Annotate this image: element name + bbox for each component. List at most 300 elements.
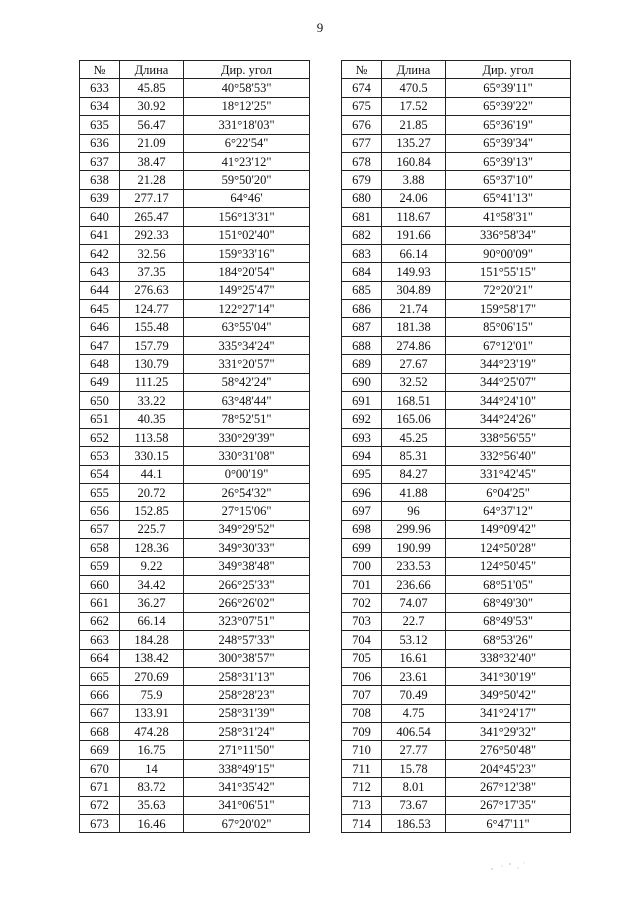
cell-number: 641: [80, 226, 120, 244]
table-row: [80, 97, 310, 115]
cell-number: 699: [342, 539, 382, 557]
cell-direction-angle: 124°50'28": [446, 539, 571, 557]
cell-length: 3.88: [382, 171, 446, 189]
cell-direction-angle: 78°52'51": [184, 410, 310, 428]
cell-length: 56.47: [120, 116, 184, 134]
cell-length: 75.9: [120, 686, 184, 704]
cell-length: 41.88: [382, 483, 446, 501]
cell-number: 659: [80, 557, 120, 575]
table-row: [342, 447, 571, 465]
cell-direction-angle: 151°02'40": [184, 226, 310, 244]
cell-direction-angle: 335°34'24": [184, 336, 310, 354]
table-row: [342, 557, 571, 575]
cell-number: 655: [80, 483, 120, 501]
cell-direction-angle: 65°39'22": [446, 97, 571, 115]
cell-length: 30.92: [120, 97, 184, 115]
cell-length: 186.53: [382, 815, 446, 833]
table-row: [80, 539, 310, 557]
cell-number: 671: [80, 778, 120, 796]
cell-direction-angle: 27°15'06": [184, 502, 310, 520]
cell-length: 27.77: [382, 741, 446, 759]
cell-direction-angle: 271°11'50": [184, 741, 310, 759]
cell-direction-angle: 124°50'45": [446, 557, 571, 575]
cell-number: 680: [342, 189, 382, 207]
cell-number: 682: [342, 226, 382, 244]
table-row: [342, 116, 571, 134]
table-row: [342, 594, 571, 612]
cell-direction-angle: 341°29'32": [446, 723, 571, 741]
table-row: [342, 465, 571, 483]
cell-length: 184.28: [120, 631, 184, 649]
table-row: [80, 171, 310, 189]
cell-length: 22.7: [382, 612, 446, 630]
cell-direction-angle: 341°24'17": [446, 704, 571, 722]
cell-length: 304.89: [382, 281, 446, 299]
table-row: [80, 355, 310, 373]
table-row: [342, 631, 571, 649]
cell-number: 666: [80, 686, 120, 704]
cell-length: 138.42: [120, 649, 184, 667]
page-number: 9: [316, 20, 324, 35]
cell-length: 330.15: [120, 447, 184, 465]
cell-number: 675: [342, 97, 382, 115]
cell-length: 45.25: [382, 428, 446, 446]
cell-length: 27.67: [382, 355, 446, 373]
cell-length: 4.75: [382, 704, 446, 722]
table-row: [342, 79, 571, 97]
cell-number: 658: [80, 539, 120, 557]
table-row: [342, 373, 571, 391]
cell-length: 181.38: [382, 318, 446, 336]
cell-number: 692: [342, 410, 382, 428]
cell-length: 45.85: [120, 79, 184, 97]
cell-length: 118.67: [382, 208, 446, 226]
cell-length: 274.86: [382, 336, 446, 354]
cell-length: 270.69: [120, 667, 184, 685]
cell-direction-angle: 67°12'01": [446, 336, 571, 354]
cell-direction-angle: 64°37'12": [446, 502, 571, 520]
table-row: [342, 97, 571, 115]
cell-number: 635: [80, 116, 120, 134]
cell-length: 33.22: [120, 392, 184, 410]
cell-number: 696: [342, 483, 382, 501]
header-length: Длина: [382, 61, 446, 79]
table-row: [80, 520, 310, 538]
table-row: [342, 392, 571, 410]
cell-length: 24.06: [382, 189, 446, 207]
cell-length: 155.48: [120, 318, 184, 336]
cell-direction-angle: 149°09'42": [446, 520, 571, 538]
cell-length: 8.01: [382, 778, 446, 796]
cell-number: 648: [80, 355, 120, 373]
cell-number: 690: [342, 373, 382, 391]
coordinates-table-left: [79, 60, 310, 833]
cell-direction-angle: 349°38'48": [184, 557, 310, 575]
cell-number: 685: [342, 281, 382, 299]
cell-number: 704: [342, 631, 382, 649]
cell-direction-angle: 341°06'51": [184, 796, 310, 814]
cell-number: 654: [80, 465, 120, 483]
table-row: [80, 134, 310, 152]
cell-number: 639: [80, 189, 120, 207]
cell-direction-angle: 258°31'39": [184, 704, 310, 722]
cell-direction-angle: 156°13'31": [184, 208, 310, 226]
table-row: [342, 134, 571, 152]
cell-direction-angle: 65°37'10": [446, 171, 571, 189]
cell-direction-angle: 18°12'25": [184, 97, 310, 115]
cell-direction-angle: 65°36'19": [446, 116, 571, 134]
table-row: [80, 686, 310, 704]
cell-number: 670: [80, 759, 120, 777]
cell-direction-angle: 63°55'04": [184, 318, 310, 336]
cell-length: 21.85: [382, 116, 446, 134]
cell-direction-angle: 151°55'15": [446, 263, 571, 281]
table-row: [80, 428, 310, 446]
cell-length: 14: [120, 759, 184, 777]
cell-number: 649: [80, 373, 120, 391]
cell-length: 70.49: [382, 686, 446, 704]
cell-length: 66.14: [382, 244, 446, 262]
cell-number: 711: [342, 759, 382, 777]
table-row: [342, 244, 571, 262]
cell-number: 705: [342, 649, 382, 667]
cell-length: 85.31: [382, 447, 446, 465]
cell-direction-angle: 332°56'40": [446, 447, 571, 465]
cell-length: 191.66: [382, 226, 446, 244]
cell-length: 44.1: [120, 465, 184, 483]
cell-length: 236.66: [382, 575, 446, 593]
cell-length: 157.79: [120, 336, 184, 354]
table-row: [342, 667, 571, 685]
table-row: [80, 208, 310, 226]
cell-length: 16.61: [382, 649, 446, 667]
table-row: [80, 447, 310, 465]
cell-length: 15.78: [382, 759, 446, 777]
cell-direction-angle: 338°32'40": [446, 649, 571, 667]
cell-direction-angle: 6°22'54": [184, 134, 310, 152]
cell-length: 16.75: [120, 741, 184, 759]
cell-length: 128.36: [120, 539, 184, 557]
table-row: [80, 483, 310, 501]
cell-length: 34.42: [120, 575, 184, 593]
cell-length: 277.17: [120, 189, 184, 207]
cell-number: 701: [342, 575, 382, 593]
cell-number: 657: [80, 520, 120, 538]
cell-number: 665: [80, 667, 120, 685]
cell-direction-angle: 40°58'53": [184, 79, 310, 97]
cell-direction-angle: 204°45'23": [446, 759, 571, 777]
cell-length: 38.47: [120, 152, 184, 170]
cell-number: 667: [80, 704, 120, 722]
cell-direction-angle: 65°39'13": [446, 152, 571, 170]
cell-number: 700: [342, 557, 382, 575]
table-row: [342, 189, 571, 207]
cell-direction-angle: 258°28'23": [184, 686, 310, 704]
cell-length: 53.12: [382, 631, 446, 649]
cell-number: 653: [80, 447, 120, 465]
cell-length: 20.72: [120, 483, 184, 501]
table-row: [342, 723, 571, 741]
cell-length: 111.25: [120, 373, 184, 391]
table-row: [342, 649, 571, 667]
cell-number: 646: [80, 318, 120, 336]
cell-length: 135.27: [382, 134, 446, 152]
cell-direction-angle: 344°25'07": [446, 373, 571, 391]
cell-direction-angle: 59°50'20": [184, 171, 310, 189]
cell-number: 703: [342, 612, 382, 630]
cell-length: 276.63: [120, 281, 184, 299]
cell-direction-angle: 349°30'33": [184, 539, 310, 557]
cell-number: 681: [342, 208, 382, 226]
cell-length: 474.28: [120, 723, 184, 741]
cell-number: 679: [342, 171, 382, 189]
table-row: [80, 244, 310, 262]
cell-length: 16.46: [120, 815, 184, 833]
cell-direction-angle: 72°20'21": [446, 281, 571, 299]
header-number: №: [342, 61, 382, 79]
cell-length: 36.27: [120, 594, 184, 612]
cell-number: 694: [342, 447, 382, 465]
cell-length: 37.35: [120, 263, 184, 281]
table-row: [80, 557, 310, 575]
cell-number: 691: [342, 392, 382, 410]
table-row: [342, 704, 571, 722]
cell-number: 713: [342, 796, 382, 814]
table-row: [80, 575, 310, 593]
cell-length: 265.47: [120, 208, 184, 226]
cell-number: 712: [342, 778, 382, 796]
table-row: [342, 263, 571, 281]
cell-length: 470.5: [382, 79, 446, 97]
cell-length: 35.63: [120, 796, 184, 814]
table-row: [342, 759, 571, 777]
table-row: [342, 226, 571, 244]
cell-direction-angle: 330°31'08": [184, 447, 310, 465]
cell-direction-angle: 344°24'10": [446, 392, 571, 410]
header-length: Длина: [120, 61, 184, 79]
cell-direction-angle: 330°29'39": [184, 428, 310, 446]
cell-direction-angle: 63°48'44": [184, 392, 310, 410]
cell-direction-angle: 90°00'09": [446, 244, 571, 262]
table-row: [342, 410, 571, 428]
cell-number: 661: [80, 594, 120, 612]
cell-length: 160.84: [382, 152, 446, 170]
cell-length: 32.56: [120, 244, 184, 262]
table-row: [80, 116, 310, 134]
cell-number: 638: [80, 171, 120, 189]
cell-number: 706: [342, 667, 382, 685]
cell-number: 677: [342, 134, 382, 152]
table-row: [80, 667, 310, 685]
cell-number: 695: [342, 465, 382, 483]
table-row: [80, 704, 310, 722]
cell-direction-angle: 65°41'13": [446, 189, 571, 207]
cell-length: 113.58: [120, 428, 184, 446]
table-row: [342, 483, 571, 501]
cell-direction-angle: 6°47'11": [446, 815, 571, 833]
cell-direction-angle: 266°26'02": [184, 594, 310, 612]
cell-direction-angle: 336°58'34": [446, 226, 571, 244]
cell-length: 17.52: [382, 97, 446, 115]
table-row: [342, 300, 571, 318]
table-row: [80, 373, 310, 391]
cell-length: 40.35: [120, 410, 184, 428]
cell-direction-angle: 349°29'52": [184, 520, 310, 538]
cell-length: 292.33: [120, 226, 184, 244]
table-row: [342, 520, 571, 538]
table-row: [342, 318, 571, 336]
cell-number: 710: [342, 741, 382, 759]
table-row: [80, 465, 310, 483]
cell-number: 697: [342, 502, 382, 520]
table-row: [80, 226, 310, 244]
cell-length: 23.61: [382, 667, 446, 685]
cell-direction-angle: 149°25'47": [184, 281, 310, 299]
cell-number: 693: [342, 428, 382, 446]
cell-number: 689: [342, 355, 382, 373]
cell-number: 708: [342, 704, 382, 722]
cell-direction-angle: 258°31'24": [184, 723, 310, 741]
cell-length: 149.93: [382, 263, 446, 281]
cell-number: 698: [342, 520, 382, 538]
cell-direction-angle: 184°20'54": [184, 263, 310, 281]
table-row: [342, 355, 571, 373]
cell-direction-angle: 159°58'17": [446, 300, 571, 318]
cell-number: 645: [80, 300, 120, 318]
cell-length: 124.77: [120, 300, 184, 318]
cell-number: 672: [80, 796, 120, 814]
cell-number: 663: [80, 631, 120, 649]
cell-number: 686: [342, 300, 382, 318]
cell-number: 709: [342, 723, 382, 741]
cell-direction-angle: 344°24'26": [446, 410, 571, 428]
cell-length: 21.74: [382, 300, 446, 318]
table-row: [342, 502, 571, 520]
cell-length: 225.7: [120, 520, 184, 538]
cell-length: 406.54: [382, 723, 446, 741]
cell-number: 656: [80, 502, 120, 520]
cell-direction-angle: 67°20'02": [184, 815, 310, 833]
cell-direction-angle: 338°56'55": [446, 428, 571, 446]
cell-direction-angle: 276°50'48": [446, 741, 571, 759]
cell-number: 650: [80, 392, 120, 410]
cell-length: 96: [382, 502, 446, 520]
cell-direction-angle: 65°39'34": [446, 134, 571, 152]
cell-length: 152.85: [120, 502, 184, 520]
cell-direction-angle: 68°49'53": [446, 612, 571, 630]
cell-direction-angle: 122°27'14": [184, 300, 310, 318]
table-row: [342, 281, 571, 299]
table-row: [342, 741, 571, 759]
cell-number: 688: [342, 336, 382, 354]
table-row: [342, 539, 571, 557]
cell-number: 633: [80, 79, 120, 97]
table-row: [80, 759, 310, 777]
cell-number: 644: [80, 281, 120, 299]
cell-length: 9.22: [120, 557, 184, 575]
cell-number: 674: [342, 79, 382, 97]
cell-length: 299.96: [382, 520, 446, 538]
coordinates-table-right: [341, 60, 571, 833]
cell-number: 678: [342, 152, 382, 170]
cell-direction-angle: 258°31'13": [184, 667, 310, 685]
table-row: [80, 263, 310, 281]
cell-number: 683: [342, 244, 382, 262]
table-row: [342, 336, 571, 354]
cell-number: 636: [80, 134, 120, 152]
table-row: [80, 741, 310, 759]
cell-direction-angle: 267°17'35": [446, 796, 571, 814]
cell-length: 73.67: [382, 796, 446, 814]
cell-direction-angle: 68°51'05": [446, 575, 571, 593]
cell-direction-angle: 41°23'12": [184, 152, 310, 170]
cell-number: 637: [80, 152, 120, 170]
cell-direction-angle: 64°46': [184, 189, 310, 207]
cell-direction-angle: 344°23'19": [446, 355, 571, 373]
table-row: [80, 300, 310, 318]
cell-direction-angle: 58°42'24": [184, 373, 310, 391]
table-row: [80, 778, 310, 796]
cell-number: 707: [342, 686, 382, 704]
table-row: [342, 575, 571, 593]
table-row: [80, 815, 310, 833]
cell-length: 74.07: [382, 594, 446, 612]
table-header-row: [80, 61, 310, 79]
cell-length: 133.91: [120, 704, 184, 722]
cell-number: 640: [80, 208, 120, 226]
table-row: [80, 281, 310, 299]
cell-direction-angle: 338°49'15": [184, 759, 310, 777]
cell-number: 662: [80, 612, 120, 630]
cell-number: 634: [80, 97, 120, 115]
cell-number: 714: [342, 815, 382, 833]
table-row: [342, 815, 571, 833]
cell-length: 32.52: [382, 373, 446, 391]
cell-number: 687: [342, 318, 382, 336]
cell-number: 642: [80, 244, 120, 262]
cell-number: 643: [80, 263, 120, 281]
cell-direction-angle: 323°07'51": [184, 612, 310, 630]
table-row: [80, 410, 310, 428]
cell-direction-angle: 331°42'45": [446, 465, 571, 483]
cell-number: 684: [342, 263, 382, 281]
cell-number: 673: [80, 815, 120, 833]
cell-number: 702: [342, 594, 382, 612]
header-direction-angle: Дир. угол: [184, 61, 310, 79]
table-row: [80, 392, 310, 410]
cell-direction-angle: 341°35'42": [184, 778, 310, 796]
cell-direction-angle: 341°30'19": [446, 667, 571, 685]
cell-direction-angle: 266°25'33": [184, 575, 310, 593]
cell-length: 168.51: [382, 392, 446, 410]
cell-length: 233.53: [382, 557, 446, 575]
table-row: [80, 796, 310, 814]
table-row: [342, 171, 571, 189]
table-row: [342, 428, 571, 446]
table-row: [80, 336, 310, 354]
cell-number: 676: [342, 116, 382, 134]
table-row: [80, 318, 310, 336]
table-row: [80, 723, 310, 741]
cell-direction-angle: 6°04'25": [446, 483, 571, 501]
cell-length: 190.99: [382, 539, 446, 557]
table-row: [80, 594, 310, 612]
cell-length: 165.06: [382, 410, 446, 428]
cell-number: 668: [80, 723, 120, 741]
cell-direction-angle: 68°49'30": [446, 594, 571, 612]
cell-direction-angle: 0°00'19": [184, 465, 310, 483]
cell-number: 652: [80, 428, 120, 446]
